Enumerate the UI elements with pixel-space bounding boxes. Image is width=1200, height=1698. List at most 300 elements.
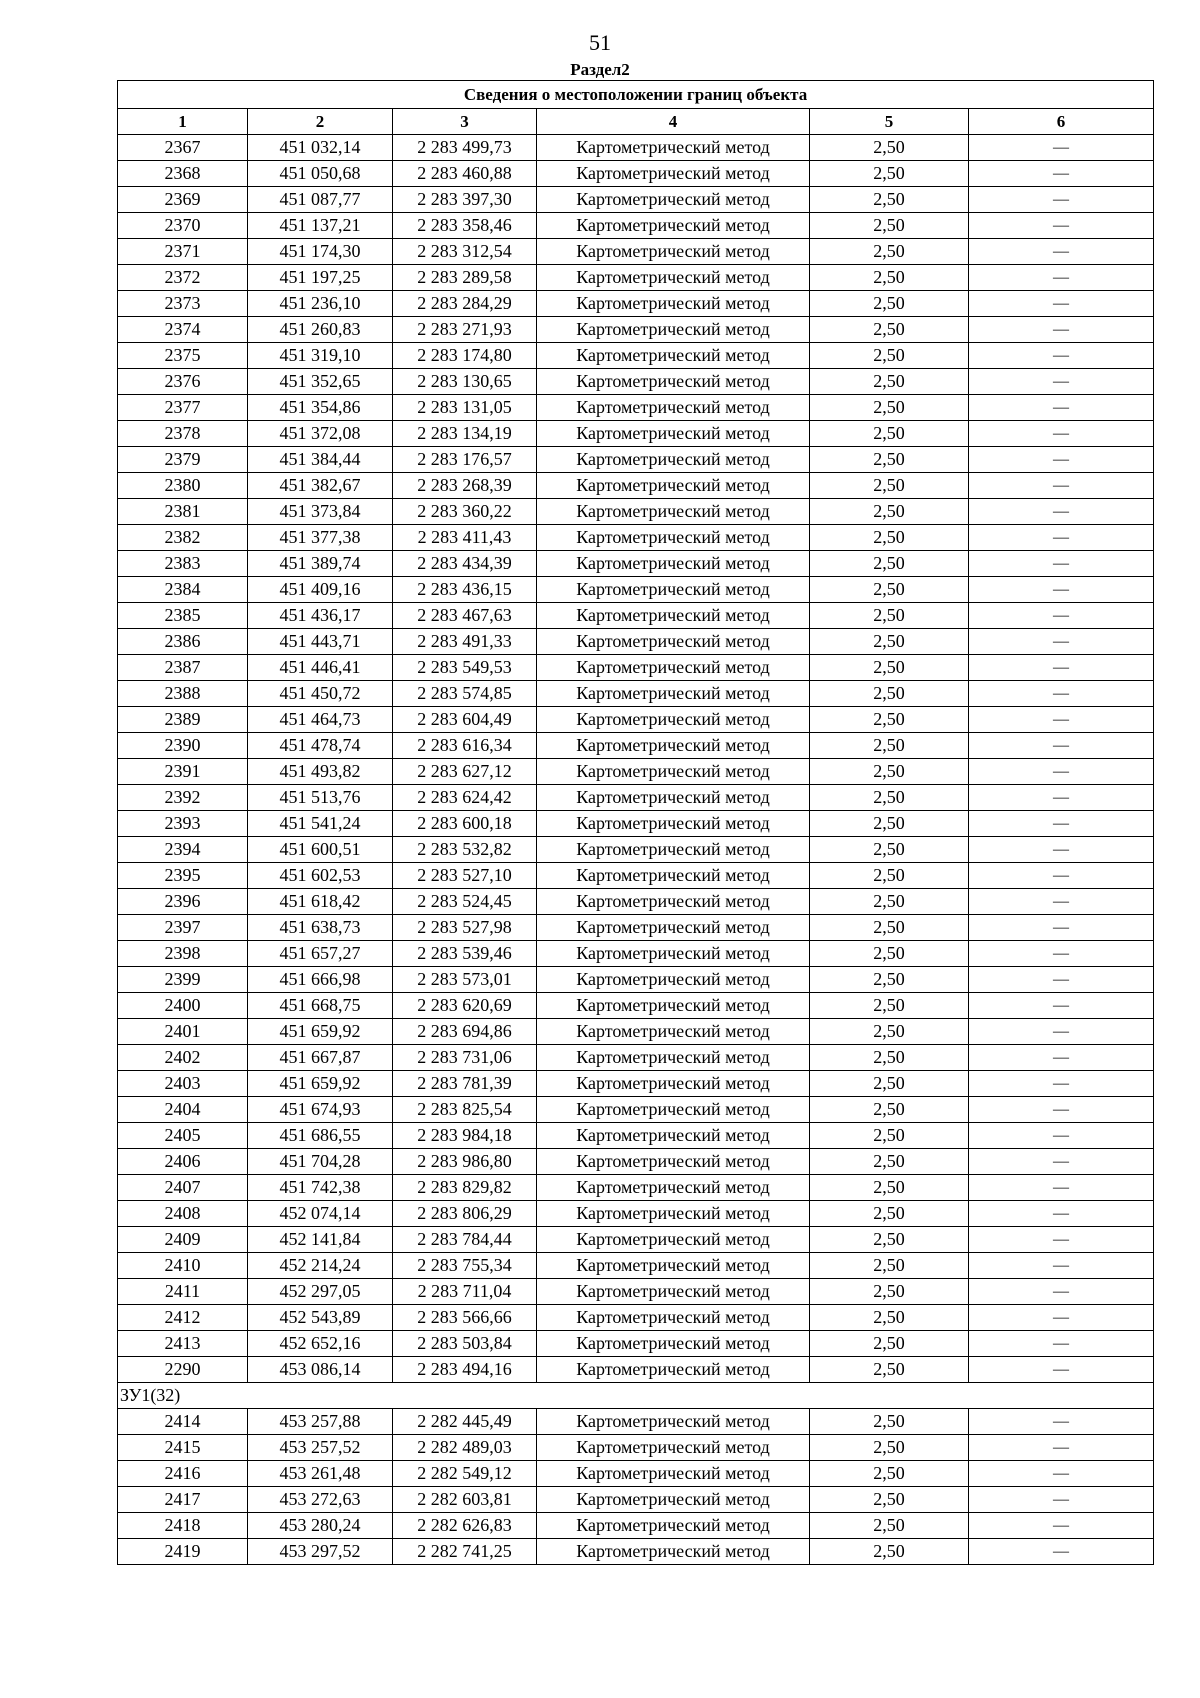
description-cell: — [969, 1487, 1154, 1513]
method-cell: Картометрический метод [537, 967, 810, 993]
accuracy-cell: 2,50 [810, 1487, 969, 1513]
method-cell: Картометрический метод [537, 733, 810, 759]
coordinate-x-cell: 451 436,17 [248, 603, 393, 629]
point-number-cell: 2417 [118, 1487, 248, 1513]
accuracy-cell: 2,50 [810, 265, 969, 291]
land-plot-label: ЗУ1(32) [118, 1383, 1154, 1409]
coordinate-y-cell: 2 283 549,53 [393, 655, 537, 681]
point-number-cell: 2404 [118, 1097, 248, 1123]
accuracy-cell: 2,50 [810, 967, 969, 993]
coordinate-x-cell: 451 384,44 [248, 447, 393, 473]
coordinate-y-cell: 2 283 984,18 [393, 1123, 537, 1149]
coordinate-y-cell: 2 283 284,29 [393, 291, 537, 317]
coordinate-x-cell: 453 261,48 [248, 1461, 393, 1487]
description-cell: — [969, 1435, 1154, 1461]
coordinate-y-cell: 2 282 626,83 [393, 1513, 537, 1539]
method-cell: Картометрический метод [537, 1279, 810, 1305]
description-cell: — [969, 811, 1154, 837]
method-cell: Картометрический метод [537, 1461, 810, 1487]
point-number-cell: 2367 [118, 135, 248, 161]
coordinate-y-cell: 2 283 600,18 [393, 811, 537, 837]
description-cell: — [969, 759, 1154, 785]
accuracy-cell: 2,50 [810, 811, 969, 837]
coordinate-x-cell: 451 197,25 [248, 265, 393, 291]
method-cell: Картометрический метод [537, 1071, 810, 1097]
description-cell: — [969, 1279, 1154, 1305]
coordinate-y-cell: 2 283 806,29 [393, 1201, 537, 1227]
method-cell: Картометрический метод [537, 1331, 810, 1357]
table-row [118, 733, 1154, 759]
description-cell: — [969, 499, 1154, 525]
table-row [118, 1097, 1154, 1123]
description-cell: — [969, 1123, 1154, 1149]
table-row [118, 1435, 1154, 1461]
point-number-cell: 2390 [118, 733, 248, 759]
table-row [118, 941, 1154, 967]
point-number-cell: 2375 [118, 343, 248, 369]
table-row [118, 1045, 1154, 1071]
description-cell: — [969, 707, 1154, 733]
table-row [118, 213, 1154, 239]
table-row [118, 1071, 1154, 1097]
coordinate-y-cell: 2 283 731,06 [393, 1045, 537, 1071]
coordinate-y-cell: 2 283 491,33 [393, 629, 537, 655]
point-number-cell: 2410 [118, 1253, 248, 1279]
point-number-cell: 2395 [118, 863, 248, 889]
point-number-cell: 2408 [118, 1201, 248, 1227]
column-header-2: 2 [248, 109, 393, 135]
description-cell: — [969, 837, 1154, 863]
point-number-cell: 2400 [118, 993, 248, 1019]
method-cell: Картометрический метод [537, 525, 810, 551]
description-cell: — [969, 1513, 1154, 1539]
description-cell: — [969, 967, 1154, 993]
coordinate-x-cell: 452 297,05 [248, 1279, 393, 1305]
accuracy-cell: 2,50 [810, 1149, 969, 1175]
table-row [118, 265, 1154, 291]
coordinate-x-cell: 451 137,21 [248, 213, 393, 239]
description-cell: — [969, 161, 1154, 187]
point-number-cell: 2392 [118, 785, 248, 811]
point-number-cell: 2388 [118, 681, 248, 707]
column-header-5: 5 [810, 109, 969, 135]
accuracy-cell: 2,50 [810, 551, 969, 577]
coordinate-x-cell: 451 389,74 [248, 551, 393, 577]
description-cell: — [969, 447, 1154, 473]
description-cell: — [969, 395, 1154, 421]
accuracy-cell: 2,50 [810, 1123, 969, 1149]
coordinate-y-cell: 2 283 624,42 [393, 785, 537, 811]
accuracy-cell: 2,50 [810, 707, 969, 733]
coordinate-x-cell: 451 638,73 [248, 915, 393, 941]
method-cell: Картометрический метод [537, 1097, 810, 1123]
method-cell: Картометрический метод [537, 291, 810, 317]
accuracy-cell: 2,50 [810, 291, 969, 317]
table-row [118, 317, 1154, 343]
coordinate-y-cell: 2 282 603,81 [393, 1487, 537, 1513]
coordinate-x-cell: 451 050,68 [248, 161, 393, 187]
point-number-cell: 2415 [118, 1435, 248, 1461]
table-row [118, 343, 1154, 369]
table-row [118, 1357, 1154, 1383]
coordinate-x-cell: 451 446,41 [248, 655, 393, 681]
accuracy-cell: 2,50 [810, 213, 969, 239]
description-cell: — [969, 291, 1154, 317]
point-number-cell: 2405 [118, 1123, 248, 1149]
accuracy-cell: 2,50 [810, 889, 969, 915]
point-number-cell: 2371 [118, 239, 248, 265]
table-row [118, 785, 1154, 811]
coordinate-y-cell: 2 283 539,46 [393, 941, 537, 967]
method-cell: Картометрический метод [537, 239, 810, 265]
method-cell: Картометрический метод [537, 161, 810, 187]
point-number-cell: 2393 [118, 811, 248, 837]
point-number-cell: 2399 [118, 967, 248, 993]
point-number-cell: 2402 [118, 1045, 248, 1071]
accuracy-cell: 2,50 [810, 1513, 969, 1539]
table-title: Сведения о местоположении границ объекта [118, 81, 1154, 109]
description-cell: — [969, 733, 1154, 759]
point-number-cell: 2386 [118, 629, 248, 655]
coordinate-x-cell: 451 087,77 [248, 187, 393, 213]
coordinate-y-cell: 2 282 445,49 [393, 1409, 537, 1435]
accuracy-cell: 2,50 [810, 1071, 969, 1097]
coordinate-y-cell: 2 282 549,12 [393, 1461, 537, 1487]
method-cell: Картометрический метод [537, 1227, 810, 1253]
table-row [118, 421, 1154, 447]
method-cell: Картометрический метод [537, 1045, 810, 1071]
description-cell: — [969, 785, 1154, 811]
coordinate-y-cell: 2 283 130,65 [393, 369, 537, 395]
point-number-cell: 2409 [118, 1227, 248, 1253]
coordinate-x-cell: 451 742,38 [248, 1175, 393, 1201]
coordinate-y-cell: 2 283 134,19 [393, 421, 537, 447]
table-row [118, 135, 1154, 161]
table-row [118, 759, 1154, 785]
method-cell: Картометрический метод [537, 785, 810, 811]
accuracy-cell: 2,50 [810, 1305, 969, 1331]
method-cell: Картометрический метод [537, 1305, 810, 1331]
accuracy-cell: 2,50 [810, 1019, 969, 1045]
coordinate-x-cell: 451 659,92 [248, 1071, 393, 1097]
coordinate-x-cell: 451 478,74 [248, 733, 393, 759]
coordinate-y-cell: 2 283 784,44 [393, 1227, 537, 1253]
coordinate-x-cell: 451 666,98 [248, 967, 393, 993]
description-cell: — [969, 577, 1154, 603]
table-row [118, 1409, 1154, 1435]
description-cell: — [969, 1409, 1154, 1435]
table-row [118, 603, 1154, 629]
table-row [118, 967, 1154, 993]
page-number: 51 [589, 30, 611, 55]
point-number-cell: 2403 [118, 1071, 248, 1097]
coordinate-x-cell: 451 354,86 [248, 395, 393, 421]
coordinate-y-cell: 2 283 174,80 [393, 343, 537, 369]
coordinate-x-cell: 451 464,73 [248, 707, 393, 733]
accuracy-cell: 2,50 [810, 473, 969, 499]
description-cell: — [969, 213, 1154, 239]
method-cell: Картометрический метод [537, 317, 810, 343]
accuracy-cell: 2,50 [810, 239, 969, 265]
method-cell: Картометрический метод [537, 603, 810, 629]
table-body [118, 135, 1154, 1565]
table-row [118, 811, 1154, 837]
method-cell: Картометрический метод [537, 187, 810, 213]
description-cell: — [969, 629, 1154, 655]
point-number-cell: 2419 [118, 1539, 248, 1565]
coordinate-x-cell: 451 602,53 [248, 863, 393, 889]
description-cell: — [969, 265, 1154, 291]
method-cell: Картометрический метод [537, 213, 810, 239]
description-cell: — [969, 1357, 1154, 1383]
description-cell: — [969, 1019, 1154, 1045]
method-cell: Картометрический метод [537, 551, 810, 577]
coordinate-x-cell: 452 074,14 [248, 1201, 393, 1227]
table-row [118, 525, 1154, 551]
coordinate-y-cell: 2 283 503,84 [393, 1331, 537, 1357]
method-cell: Картометрический метод [537, 421, 810, 447]
accuracy-cell: 2,50 [810, 785, 969, 811]
description-cell: — [969, 863, 1154, 889]
accuracy-cell: 2,50 [810, 1175, 969, 1201]
point-number-cell: 2381 [118, 499, 248, 525]
table-row [118, 447, 1154, 473]
table-row [118, 837, 1154, 863]
method-cell: Картометрический метод [537, 1513, 810, 1539]
description-cell: — [969, 135, 1154, 161]
coordinate-y-cell: 2 283 289,58 [393, 265, 537, 291]
table-row [118, 1487, 1154, 1513]
description-cell: — [969, 1045, 1154, 1071]
coordinate-y-cell: 2 283 604,49 [393, 707, 537, 733]
group-row [118, 1383, 1154, 1409]
accuracy-cell: 2,50 [810, 317, 969, 343]
coordinate-y-cell: 2 283 711,04 [393, 1279, 537, 1305]
coordinate-y-cell: 2 283 574,85 [393, 681, 537, 707]
accuracy-cell: 2,50 [810, 733, 969, 759]
coordinate-x-cell: 451 174,30 [248, 239, 393, 265]
coordinate-x-cell: 451 704,28 [248, 1149, 393, 1175]
coordinate-y-cell: 2 283 268,39 [393, 473, 537, 499]
table-row [118, 1279, 1154, 1305]
point-number-cell: 2413 [118, 1331, 248, 1357]
coordinate-y-cell: 2 283 829,82 [393, 1175, 537, 1201]
description-cell: — [969, 1331, 1154, 1357]
method-cell: Картометрический метод [537, 369, 810, 395]
point-number-cell: 2406 [118, 1149, 248, 1175]
accuracy-cell: 2,50 [810, 941, 969, 967]
coordinate-y-cell: 2 283 532,82 [393, 837, 537, 863]
table-row [118, 993, 1154, 1019]
description-cell: — [969, 1201, 1154, 1227]
method-cell: Картометрический метод [537, 1019, 810, 1045]
description-cell: — [969, 1071, 1154, 1097]
point-number-cell: 2379 [118, 447, 248, 473]
accuracy-cell: 2,50 [810, 1539, 969, 1565]
boundary-coordinates-table [117, 80, 1154, 1565]
point-number-cell: 2414 [118, 1409, 248, 1435]
coordinate-x-cell: 451 032,14 [248, 135, 393, 161]
coordinate-x-cell: 451 659,92 [248, 1019, 393, 1045]
accuracy-cell: 2,50 [810, 343, 969, 369]
table-row [118, 1305, 1154, 1331]
coordinate-y-cell: 2 283 358,46 [393, 213, 537, 239]
accuracy-cell: 2,50 [810, 1253, 969, 1279]
point-number-cell: 2380 [118, 473, 248, 499]
description-cell: — [969, 941, 1154, 967]
accuracy-cell: 2,50 [810, 863, 969, 889]
coordinate-y-cell: 2 283 627,12 [393, 759, 537, 785]
coordinate-x-cell: 451 600,51 [248, 837, 393, 863]
point-number-cell: 2407 [118, 1175, 248, 1201]
method-cell: Картометрический метод [537, 1357, 810, 1383]
coordinate-x-cell: 451 657,27 [248, 941, 393, 967]
method-cell: Картометрический метод [537, 941, 810, 967]
coordinate-y-cell: 2 283 781,39 [393, 1071, 537, 1097]
coordinate-x-cell: 451 443,71 [248, 629, 393, 655]
coordinate-y-cell: 2 283 494,16 [393, 1357, 537, 1383]
accuracy-cell: 2,50 [810, 681, 969, 707]
coordinate-y-cell: 2 283 467,63 [393, 603, 537, 629]
method-cell: Картометрический метод [537, 135, 810, 161]
method-cell: Картометрический метод [537, 811, 810, 837]
accuracy-cell: 2,50 [810, 187, 969, 213]
coordinate-y-cell: 2 283 566,66 [393, 1305, 537, 1331]
method-cell: Картометрический метод [537, 577, 810, 603]
coordinate-x-cell: 451 668,75 [248, 993, 393, 1019]
coordinate-x-cell: 451 236,10 [248, 291, 393, 317]
method-cell: Картометрический метод [537, 863, 810, 889]
point-number-cell: 2372 [118, 265, 248, 291]
method-cell: Картометрический метод [537, 1149, 810, 1175]
coordinate-x-cell: 453 272,63 [248, 1487, 393, 1513]
method-cell: Картометрический метод [537, 837, 810, 863]
accuracy-cell: 2,50 [810, 1435, 969, 1461]
point-number-cell: 2418 [118, 1513, 248, 1539]
accuracy-cell: 2,50 [810, 369, 969, 395]
accuracy-cell: 2,50 [810, 1461, 969, 1487]
point-number-cell: 2411 [118, 1279, 248, 1305]
accuracy-cell: 2,50 [810, 1357, 969, 1383]
table-row [118, 1253, 1154, 1279]
table-row [118, 915, 1154, 941]
column-header-1: 1 [118, 109, 248, 135]
coordinate-y-cell: 2 282 741,25 [393, 1539, 537, 1565]
coordinate-y-cell: 2 283 825,54 [393, 1097, 537, 1123]
accuracy-cell: 2,50 [810, 161, 969, 187]
coordinate-y-cell: 2 283 397,30 [393, 187, 537, 213]
point-number-cell: 2416 [118, 1461, 248, 1487]
method-cell: Картометрический метод [537, 1253, 810, 1279]
point-number-cell: 2382 [118, 525, 248, 551]
coordinate-x-cell: 451 409,16 [248, 577, 393, 603]
description-cell: — [969, 681, 1154, 707]
table-row [118, 655, 1154, 681]
method-cell: Картометрический метод [537, 447, 810, 473]
description-cell: — [969, 1253, 1154, 1279]
coordinate-y-cell: 2 283 573,01 [393, 967, 537, 993]
accuracy-cell: 2,50 [810, 499, 969, 525]
method-cell: Картометрический метод [537, 265, 810, 291]
method-cell: Картометрический метод [537, 1487, 810, 1513]
description-cell: — [969, 343, 1154, 369]
accuracy-cell: 2,50 [810, 1201, 969, 1227]
point-number-cell: 2412 [118, 1305, 248, 1331]
coordinate-x-cell: 451 319,10 [248, 343, 393, 369]
method-cell: Картометрический метод [537, 1435, 810, 1461]
description-cell: — [969, 889, 1154, 915]
table-row [118, 1539, 1154, 1565]
coordinate-y-cell: 2 283 620,69 [393, 993, 537, 1019]
coordinate-x-cell: 452 652,16 [248, 1331, 393, 1357]
point-number-cell: 2376 [118, 369, 248, 395]
point-number-cell: 2290 [118, 1357, 248, 1383]
point-number-cell: 2397 [118, 915, 248, 941]
table-row [118, 161, 1154, 187]
table-row [118, 187, 1154, 213]
accuracy-cell: 2,50 [810, 1227, 969, 1253]
table-row [118, 1175, 1154, 1201]
point-number-cell: 2398 [118, 941, 248, 967]
point-number-cell: 2401 [118, 1019, 248, 1045]
point-number-cell: 2389 [118, 707, 248, 733]
accuracy-cell: 2,50 [810, 135, 969, 161]
coordinate-x-cell: 451 513,76 [248, 785, 393, 811]
method-cell: Картометрический метод [537, 1201, 810, 1227]
method-cell: Картометрический метод [537, 915, 810, 941]
description-cell: — [969, 317, 1154, 343]
description-cell: — [969, 187, 1154, 213]
coordinate-y-cell: 2 283 271,93 [393, 317, 537, 343]
point-number-cell: 2391 [118, 759, 248, 785]
method-cell: Картометрический метод [537, 1409, 810, 1435]
table-row [118, 239, 1154, 265]
coordinate-x-cell: 451 618,42 [248, 889, 393, 915]
accuracy-cell: 2,50 [810, 1409, 969, 1435]
accuracy-cell: 2,50 [810, 1045, 969, 1071]
description-cell: — [969, 1149, 1154, 1175]
coordinate-y-cell: 2 283 176,57 [393, 447, 537, 473]
table-row [118, 1227, 1154, 1253]
method-cell: Картометрический метод [537, 629, 810, 655]
method-cell: Картометрический метод [537, 499, 810, 525]
description-cell: — [969, 473, 1154, 499]
method-cell: Картометрический метод [537, 889, 810, 915]
coordinate-x-cell: 451 260,83 [248, 317, 393, 343]
description-cell: — [969, 421, 1154, 447]
accuracy-cell: 2,50 [810, 655, 969, 681]
coordinate-y-cell: 2 283 527,98 [393, 915, 537, 941]
coordinate-y-cell: 2 283 527,10 [393, 863, 537, 889]
table-row [118, 1149, 1154, 1175]
coordinate-y-cell: 2 283 436,15 [393, 577, 537, 603]
table-row [118, 863, 1154, 889]
coordinate-x-cell: 451 373,84 [248, 499, 393, 525]
point-number-cell: 2383 [118, 551, 248, 577]
point-number-cell: 2374 [118, 317, 248, 343]
coordinate-x-cell: 451 667,87 [248, 1045, 393, 1071]
description-cell: — [969, 1461, 1154, 1487]
accuracy-cell: 2,50 [810, 837, 969, 863]
coordinate-y-cell: 2 283 755,34 [393, 1253, 537, 1279]
table-row [118, 369, 1154, 395]
coordinate-y-cell: 2 283 616,34 [393, 733, 537, 759]
coordinate-y-cell: 2 283 986,80 [393, 1149, 537, 1175]
coordinate-x-cell: 451 382,67 [248, 473, 393, 499]
description-cell: — [969, 1227, 1154, 1253]
coordinate-x-cell: 453 297,52 [248, 1539, 393, 1565]
method-cell: Картометрический метод [537, 1175, 810, 1201]
